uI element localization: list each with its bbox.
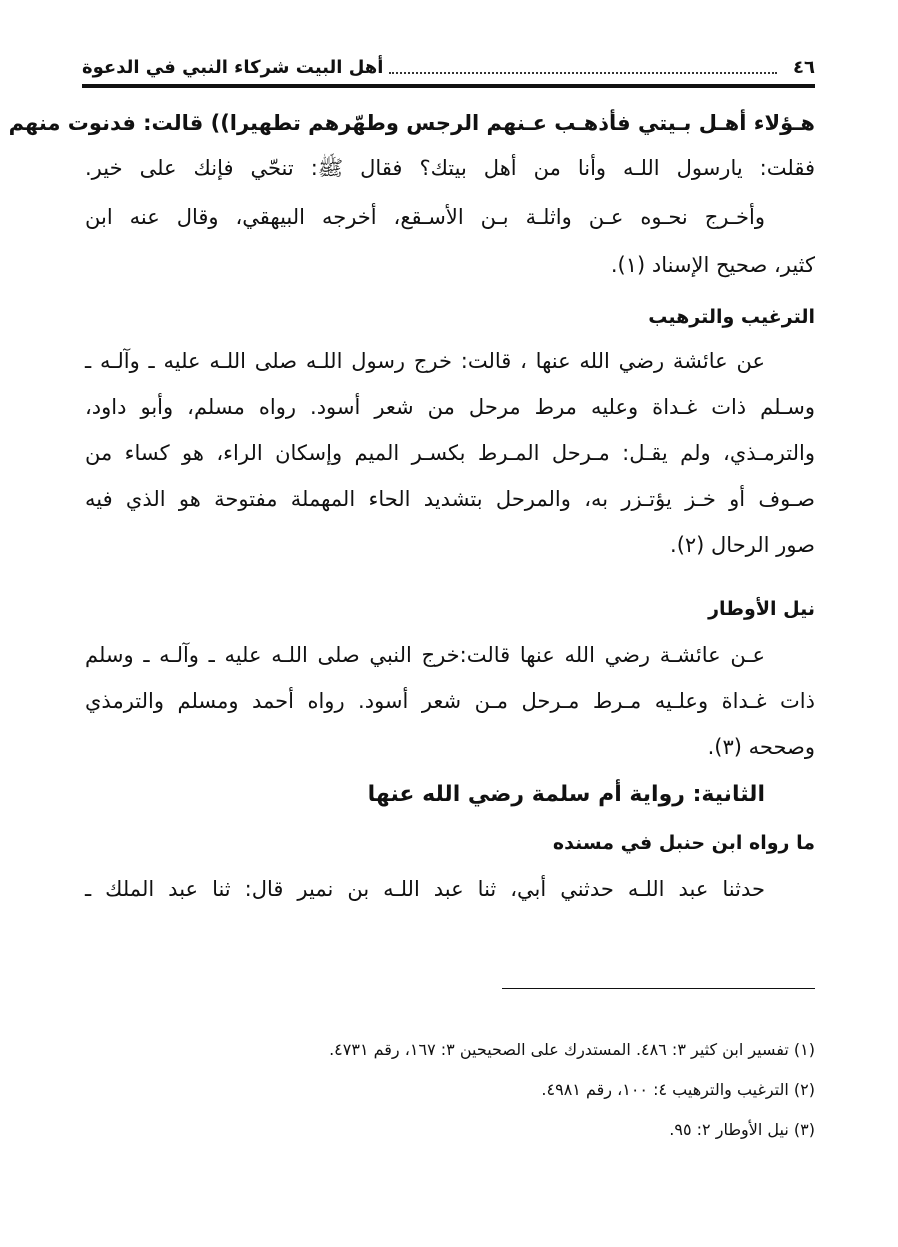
footnote: (٣) نيل الأوطار ٢: ٩٥. [669,1120,815,1139]
header-rule [82,84,815,88]
section-heading: نيل الأوطار [708,598,815,620]
text-line: حدثنا عبد اللـه حدثني أبي، ثنا عبد اللـه بن نمير قال: ثنا عبد الملك ـ [85,877,765,901]
text-line: عن عائشة رضي الله عنها ، قالت: خرج رسول اللـه صلى اللـه عليه ـ وآلـه ـ [85,349,765,373]
footnote: (٢) الترغيب والترهيب ٤: ١٠٠، رقم ٤٩٨١. [541,1080,815,1099]
text-line: ذات غـداة وعلـيه مـرط مـرحل مـن شعر أسود. رواه أحمد ومسلم والترمذي [85,689,815,713]
section-heading: الترغيب والترهيب [648,306,815,328]
subsection-heading: الثانية: رواية أم سلمة رضي الله عنها [367,782,765,807]
text-line: عـن عائشـة رضي الله عنها قالت:خرج النبي صلى اللـه عليه ـ وآلـه ـ وسلم [85,643,765,667]
text-line: وصححه (٣). [707,735,815,759]
text-line: فقلت: يارسول اللـه وأنا من أهل بيتك؟ فقال ﷺ: تنحّي فإنك على خير. [85,156,815,180]
page-number: ٤٦ [793,56,815,78]
footnote: (١) تفسير ابن كثير ٣: ٤٨٦. المستدرك على الصحيحين ٣: ١٦٧، رقم ٤٧٣١. [329,1040,815,1059]
header-dot-leader [389,60,777,74]
section-heading: ما رواه ابن حنبل في مسنده [552,832,815,854]
text-line: وأخـرج نحـوه عـن واثلـة بـن الأسـقع، أخرجه البيهقي، وقال عنه ابن [85,205,765,229]
running-title: أهل البيت شركاء النبي في الدعوة [82,56,384,78]
footnote-rule [502,988,815,989]
text-line: صور الرحال (٢). [670,533,815,557]
text-line: كثير، صحيح الإسناد (١). [610,253,815,277]
text-line: وسـلم ذات غـداة وعليه مرط مرحل من شعر أسود. رواه مسلم، وأبو داود، [85,395,815,419]
text-line: صـوف أو خـز يؤتـزر به، والمرحل بتشديد الحاء المهملة مفتوحة هو الذي فيه [85,487,815,511]
text-line: والترمـذي، ولم يقـل: مـرحل المـرط بكسـر الميم وإسكان الراء، هو كساء من [85,441,815,465]
text-line: هـؤلاء أهـل بـيتي فأذهـب عـنهم الرجس وطهّرهم تطهيرا)) قالت: فدنوت منهم [8,111,815,135]
running-header [82,52,815,82]
